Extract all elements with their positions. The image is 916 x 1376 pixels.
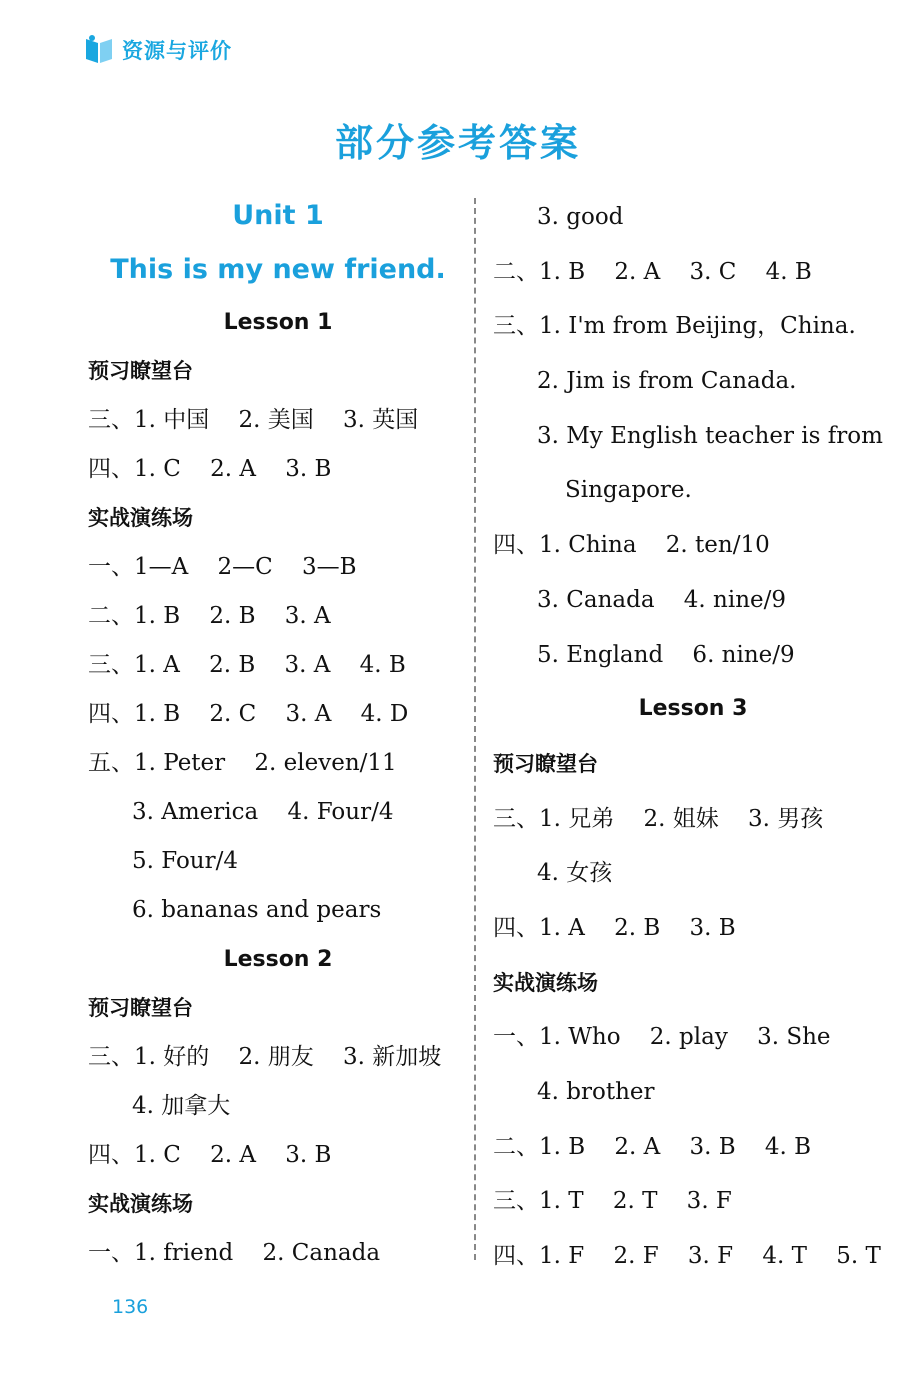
answer-line: 2. Jim is from Canada. [537, 368, 797, 395]
answer-line: 5. England 6. nine/9 [537, 641, 795, 668]
answer-line: 三、1. 中国 2. 美国 3. 英国 [88, 407, 419, 433]
answer-line: 四、1. C 2. A 3. B [88, 1142, 332, 1168]
answer-line: 3. America 4. Four/4 [132, 799, 394, 825]
answer-line: 四、1. China 2. ten/10 [493, 532, 770, 559]
answer-line: 5. Four/4 [132, 848, 238, 874]
answer-line: 三、1. A 2. B 3. A 4. B [88, 652, 406, 678]
unit-subtitle: This is my new friend. [110, 254, 446, 285]
answer-line: 4. 加拿大 [132, 1093, 231, 1119]
lesson-heading: Lesson 2 [223, 947, 333, 972]
answer-line: Singapore. [565, 477, 692, 504]
answer-line: 三、1. T 2. T 3. F [493, 1188, 732, 1215]
answer-line: 三、1. 兄弟 2. 姐妹 3. 男孩 [493, 805, 824, 832]
answer-line: 4. 女孩 [537, 860, 613, 887]
answer-line: 二、1. B 2. A 3. C 4. B [493, 258, 812, 285]
answer-line: 四、1. B 2. C 3. A 4. D [88, 701, 409, 727]
page-number: 136 [112, 1296, 149, 1318]
section-heading: 实战演练场 [493, 970, 598, 995]
answer-line: 三、1. I'm from Beijing，China. [493, 313, 856, 340]
lesson-heading: Lesson 1 [223, 310, 333, 335]
answer-line: 二、1. B 2. A 3. B 4. B [493, 1133, 812, 1160]
section-heading: 实战演练场 [88, 1192, 193, 1216]
header-text: 资源与评价 [122, 39, 232, 63]
right-column [493, 190, 893, 1284]
section-heading: 预习瞭望台 [493, 751, 598, 776]
section-heading: 预习瞭望台 [88, 359, 193, 383]
lesson-heading: Lesson 3 [638, 696, 748, 722]
answer-line: 四、1. F 2. F 3. F 4. T 5. T [493, 1243, 881, 1270]
answer-line: 一、1. friend 2. Canada [88, 1240, 381, 1266]
page-title: 部分参考答案 [334, 121, 581, 165]
header [84, 34, 232, 66]
book-logo-icon [84, 35, 118, 65]
section-heading: 预习瞭望台 [88, 996, 193, 1020]
answer-line: 二、1. B 2. B 3. A [88, 603, 331, 629]
section-heading: 实战演练场 [88, 506, 193, 530]
answer-line: 3. My English teacher is from [537, 422, 883, 449]
column-divider [474, 198, 476, 1260]
answer-line: 三、1. 好的 2. 朋友 3. 新加坡 [88, 1044, 442, 1070]
answer-line: 一、1. Who 2. play 3. She [493, 1024, 831, 1051]
answer-line: 一、1—A 2—C 3—B [88, 554, 357, 580]
answer-line: 四、1. C 2. A 3. B [88, 456, 332, 482]
answer-line: 四、1. A 2. B 3. B [493, 914, 736, 941]
answer-line: 6. bananas and pears [132, 897, 382, 923]
answer-line: 3. good [537, 204, 624, 230]
answer-line: 4. brother [537, 1079, 655, 1105]
answer-line: 3. Canada 4. nine/9 [537, 586, 787, 613]
unit-title: Unit 1 [232, 200, 324, 231]
left-column [88, 190, 468, 1278]
answer-line: 五、1. Peter 2. eleven/11 [88, 750, 397, 776]
